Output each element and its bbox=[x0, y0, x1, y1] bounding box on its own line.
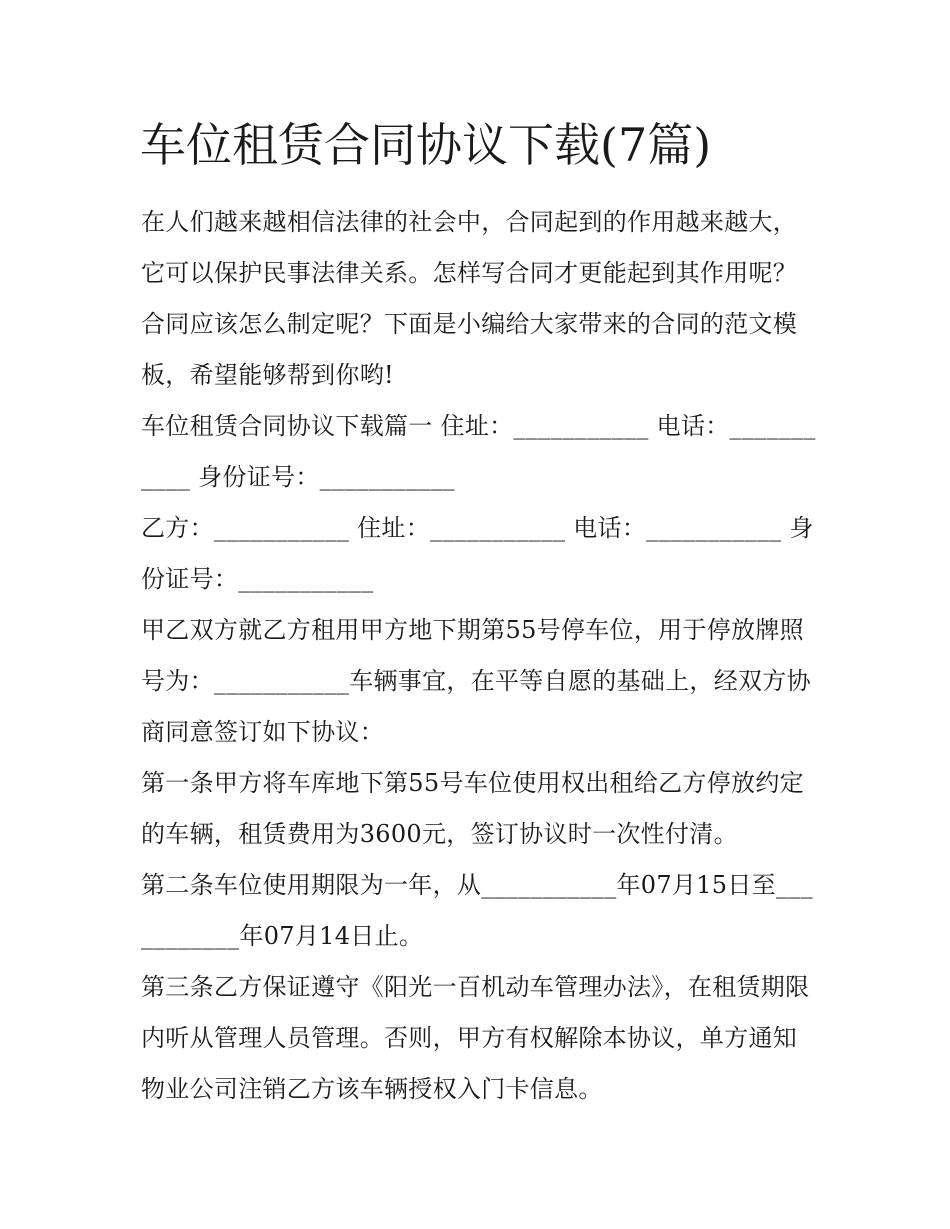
clause-2-paragraph: 第二条车位使用期限为一年，从___________年07月15日至___________年07月14日止。 bbox=[141, 871, 813, 950]
party-b-info-paragraph: 乙方：___________ 住址：___________ 电话：___________ 身份证号：___________ bbox=[141, 514, 814, 593]
party-a-info-paragraph: 车位租赁合同协议下载篇一 住址：___________ 电话：___________ 身份证号：___________ bbox=[141, 412, 816, 491]
intro-paragraph: 在人们越来越相信法律的社会中，合同起到的作用越来越大，它可以保护民事法律关系。怎样写合同才更能起到其作用呢？合同应该怎么制定呢？下面是小编给大家带来的合同的范文模板，希望能够帮到你哟! bbox=[141, 208, 798, 389]
clause-3-paragraph: 第三条乙方保证遵守《阳光一百机动车管理办法》，在租赁期限内听从管理人员管理。否则，甲方有权解除本协议，单方通知物业公司注销乙方该车辆授权入门卡信息。 bbox=[141, 973, 810, 1103]
document-title: 车位租赁合同协议下载(7篇) bbox=[140, 118, 712, 172]
agreement-preamble-paragraph: 甲乙双方就乙方租用甲方地下期第55号停车位，用于停放牌照号为：___________车辆事宜，在平等自愿的基础上，经双方协商同意签订如下协议： bbox=[141, 616, 811, 746]
clause-1-paragraph: 第一条甲方将车库地下第55号车位使用权出租给乙方停放约定的车辆，租赁费用为3600元，签订协议时一次性付清。 bbox=[141, 769, 804, 848]
document-body bbox=[141, 197, 821, 1115]
